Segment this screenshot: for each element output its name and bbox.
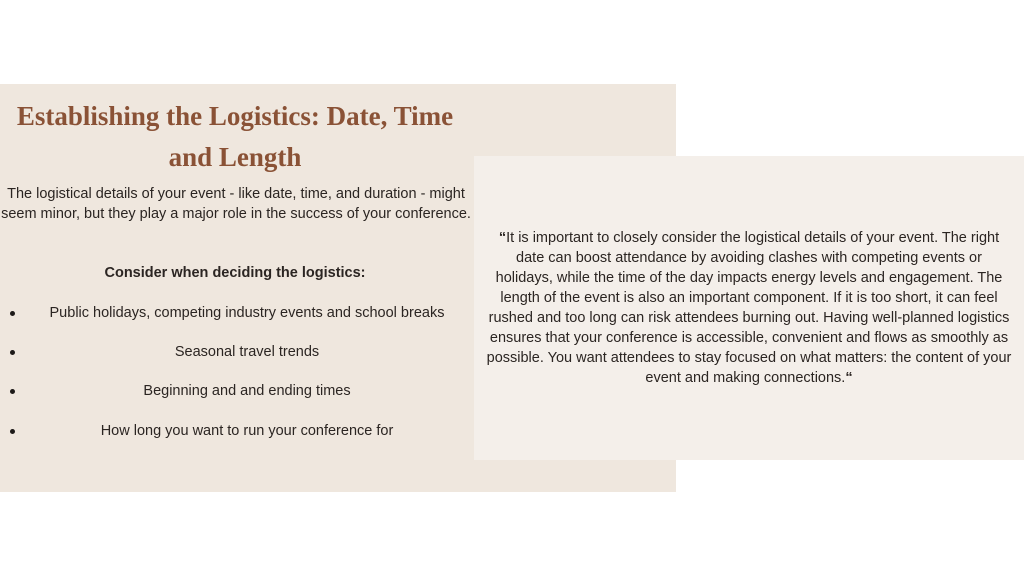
bullet-icon [10, 311, 15, 316]
bullet-icon [10, 389, 15, 394]
open-quote-mark: “ [498, 230, 507, 246]
quote-text [486, 228, 1012, 388]
list-item [0, 381, 470, 401]
page-title: Establishing the Logistics: Date, Time and Length [16, 101, 454, 172]
bullet-icon [10, 350, 15, 355]
list-item [0, 303, 470, 323]
list-item [0, 421, 470, 441]
list-item-text: Public holidays, competing industry events and school breaks [49, 305, 445, 321]
close-quote-mark: “ [845, 370, 853, 386]
bullet-icon [10, 429, 15, 434]
list-item-text: Seasonal travel trends [174, 344, 320, 360]
consider-heading: Consider when deciding the logistics: [104, 265, 366, 281]
quote-body: It is important to closely consider the logistical details of your event. The right date can boost attendance by avoiding clashes with competing events or holidays, while the time of the day impacts energy levels and engagement. The length of the event is also an important component. If it is too short, it can feel rushed and too long can risk attendees burning out. Having well-planned logistics ensures that your conference is accessible, convenient and flows as smoothly as possible. You want attendees to stay focused on what matters: the content of your event and making connections. [486, 230, 1012, 386]
intro-paragraph: The logistical details of your event - like date, time, and duration - might seem minor, but they play a major role in the success of your conference. [1, 186, 471, 222]
list-item-text: Beginning and and ending times [143, 383, 351, 399]
list-item-text: How long you want to run your conference for [100, 423, 394, 439]
list-item [0, 342, 470, 362]
